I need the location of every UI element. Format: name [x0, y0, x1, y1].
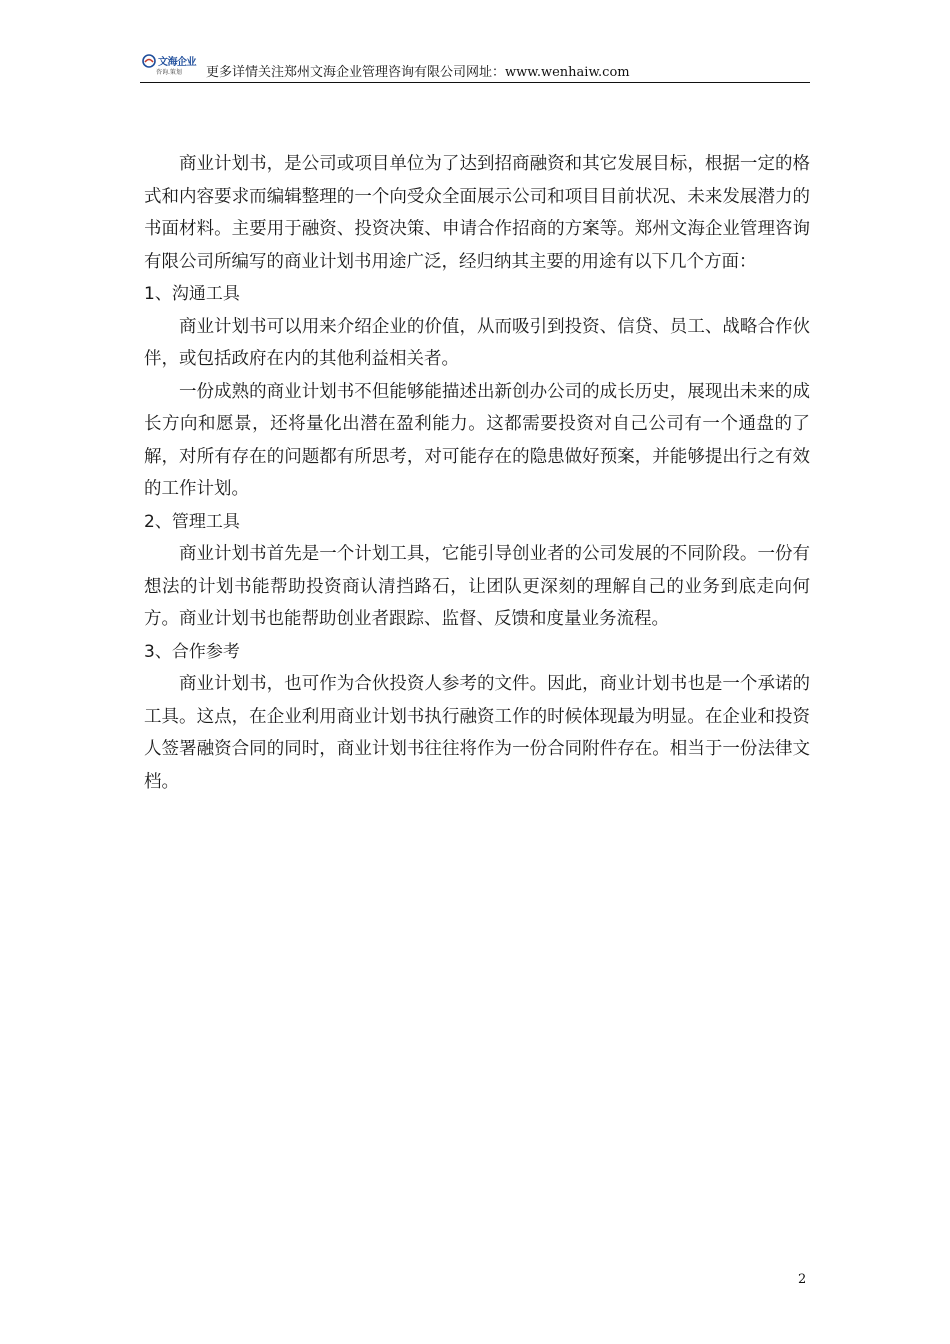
header-divider	[140, 82, 810, 83]
logo-name: 文海企业	[158, 57, 196, 68]
page-header	[140, 52, 812, 82]
section-heading-communication: 1、沟通工具	[144, 284, 240, 304]
section-paragraph: 商业计划书可以用来介绍企业的价值，从而吸引到投资、信贷、员工、战略合作伙伴，或包括政府在内的其他利益相关者。	[144, 316, 810, 369]
section-paragraph: 商业计划书，也可作为合伙投资人参考的文件。因此，商业计划书也是一个承诺的工具。这点，在企业利用商业计划书执行融资工作的时候体现最为明显。在企业和投资人签署融资合同的同时，商业计划书往往将作为一份合同附件存在。相当于一份法律文档。	[144, 674, 810, 792]
logo-emblem-icon	[142, 54, 156, 68]
company-logo	[140, 52, 202, 78]
page-number: 2	[798, 1272, 807, 1287]
section-paragraph: 一份成熟的商业计划书不但能够能描述出新创办公司的成长历史，展现出未来的成长方向和愿景，还将量化出潜在盈利能力。这都需要投资对自己公司有一个通盘的了解，对所有存在的问题都有所思考，对可能存在的隐患做好预案，并能够提出行之有效的工作计划。	[144, 381, 810, 499]
logo-subtitle: 咨询.策划	[156, 69, 182, 76]
header-info-text: 更多详情关注郑州文海企业管理咨询有限公司网址：www.wenhaiw.com	[206, 65, 630, 80]
section-paragraph: 商业计划书首先是一个计划工具，它能引导创业者的公司发展的不同阶段。一份有想法的计划书能帮助投资商认清挡路石，让团队更深刻的理解自己的业务到底走向何方。商业计划书也能帮助创业者跟踪、监督、反馈和度量业务流程。	[144, 544, 810, 629]
section-heading-management: 2、管理工具	[144, 511, 240, 532]
intro-paragraph: 商业计划书，是公司或项目单位为了达到招商融资和其它发展目标，根据一定的格式和内容要求而编辑整理的一个向受众全面展示公司和项目目前状况、未来发展潜力的书面材料。主要用于融资、投资决策、申请合作招商的方案等。郑州文海企业管理咨询有限公司所编写的商业计划书用途广泛，经归纳其主要的用途有以下几个方面：	[144, 154, 810, 272]
section-heading-cooperation: 3、合作参考	[144, 641, 240, 662]
document-body	[144, 148, 810, 798]
